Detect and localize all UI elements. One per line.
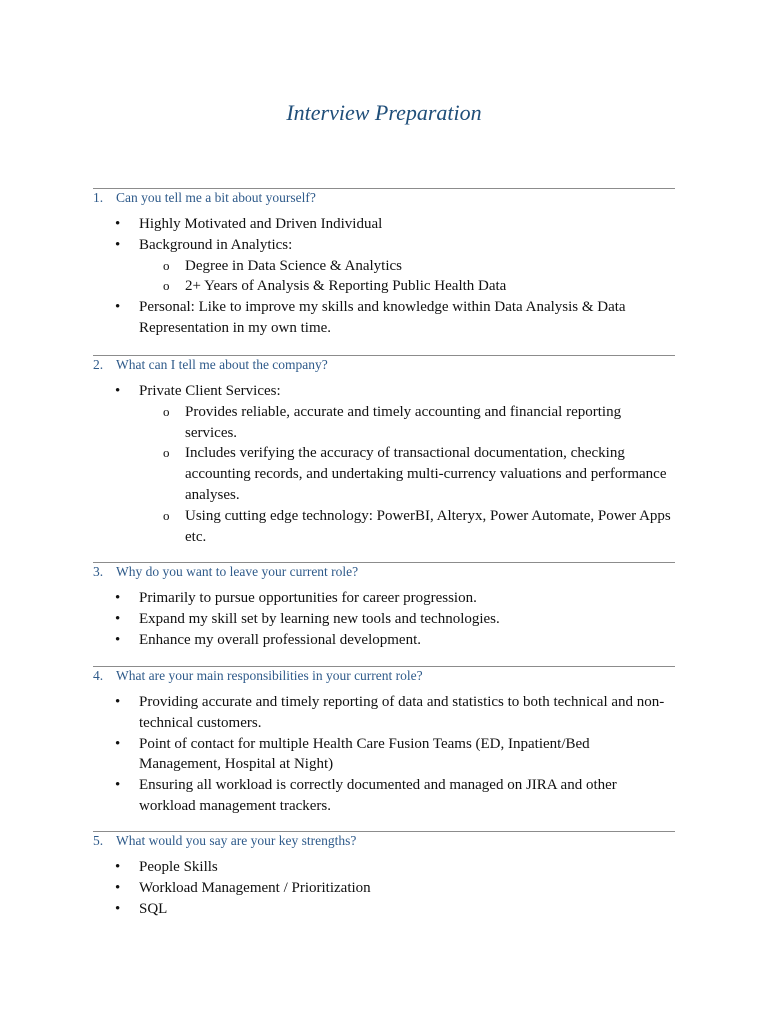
bullet-icon: • <box>115 631 121 648</box>
list-item <box>93 609 675 630</box>
list-item-text: Ensuring all workload is correctly documented and managed on JIRA and other workload management trackers. <box>139 777 617 814</box>
section-3 <box>93 562 675 650</box>
list-item <box>93 214 675 235</box>
bullet-icon: • <box>115 299 121 316</box>
bullet-icon: • <box>115 236 121 253</box>
list-item <box>93 899 675 920</box>
answer-list <box>93 692 675 817</box>
bullet-icon: • <box>115 590 121 606</box>
list-item <box>93 878 675 899</box>
list-item <box>93 692 675 734</box>
list-item <box>93 506 675 548</box>
section-1 <box>93 188 675 339</box>
circle-bullet-icon: o <box>163 507 170 523</box>
list-item <box>93 443 675 505</box>
list-item <box>93 381 675 402</box>
section-5 <box>93 831 675 919</box>
list-item-text: Background in Analytics: <box>139 236 293 253</box>
question-text: Why do you want to leave your current role? <box>116 564 359 579</box>
list-item-text: Expand my skill set by learning new tools and technologies. <box>139 610 500 627</box>
bullet-icon: • <box>115 216 121 232</box>
list-item <box>93 630 675 651</box>
list-item-text: Private Client Services: <box>139 383 281 399</box>
list-item-text: People Skills <box>139 859 218 875</box>
list-item <box>93 775 675 817</box>
question-number: 2. <box>93 357 104 372</box>
list-item <box>93 734 675 776</box>
question-text: What would you say are your key strengths? <box>116 833 357 848</box>
answer-list <box>93 214 675 339</box>
list-item-text: Enhance my overall professional development. <box>139 631 421 648</box>
question-heading <box>93 356 675 374</box>
section-2 <box>93 355 675 547</box>
question-heading <box>93 667 675 685</box>
list-item-text: Primarily to pursue opportunities for career progression. <box>139 590 477 606</box>
question-heading <box>93 832 675 850</box>
list-item-text: Personal: Like to improve my skills and knowledge within Data Analysis & Data Representation in my own time. <box>139 299 626 336</box>
question-text: What are your main responsibilities in your current role? <box>116 668 423 683</box>
bullet-icon: • <box>115 900 121 917</box>
list-item-text: Provides reliable, accurate and timely accounting and financial reporting services. <box>185 403 622 441</box>
list-item-text: Highly Motivated and Driven Individual <box>139 216 383 232</box>
circle-bullet-icon: o <box>163 257 170 273</box>
question-heading <box>93 563 675 581</box>
page-title: Interview Preparation <box>286 100 482 125</box>
bullet-icon: • <box>115 610 121 627</box>
list-item <box>93 402 675 444</box>
list-item-text: SQL <box>139 900 168 917</box>
list-item-text: Providing accurate and timely reporting of data and statistics to both technical and non-technical customers. <box>139 694 665 731</box>
question-number: 1. <box>93 190 104 205</box>
question-text: Can you tell me a bit about yourself? <box>116 190 316 205</box>
list-item-text: 2+ Years of Analysis & Reporting Public Health Data <box>185 278 507 295</box>
list-item <box>93 235 675 256</box>
question-number: 5. <box>93 833 104 848</box>
list-item <box>93 297 675 339</box>
circle-bullet-icon: o <box>163 445 170 461</box>
circle-bullet-icon: o <box>163 403 170 419</box>
bullet-icon: • <box>115 694 121 710</box>
bullet-icon: • <box>115 777 121 794</box>
list-item-text: Workload Management / Prioritization <box>139 879 371 896</box>
question-number: 4. <box>93 668 104 683</box>
list-item-text: Includes verifying the accuracy of transactional documentation, checking accounting records, and undertaking multi-currency valuations and performance analyses. <box>185 445 667 503</box>
list-item <box>93 588 675 609</box>
list-item-text: Using cutting edge technology: PowerBI, Alteryx, Power Automate, Power Apps etc. <box>185 507 671 545</box>
circle-bullet-icon: o <box>163 278 170 294</box>
bullet-icon: • <box>115 383 121 399</box>
answer-list <box>93 381 675 547</box>
answer-list <box>93 857 675 919</box>
bullet-icon: • <box>115 879 121 896</box>
question-heading <box>93 189 675 207</box>
question-text: What can I tell me about the company? <box>116 357 328 372</box>
list-item-text: Degree in Data Science & Analytics <box>185 257 403 274</box>
answer-list <box>93 588 675 650</box>
list-item <box>93 256 675 277</box>
question-number: 3. <box>93 564 104 579</box>
bullet-icon: • <box>115 735 121 752</box>
bullet-icon: • <box>115 859 121 875</box>
list-item-text: Point of contact for multiple Health Care Fusion Teams (ED, Inpatient/Bed Management, Hospital at Night) <box>139 735 590 773</box>
section-4 <box>93 666 675 817</box>
list-item <box>93 857 675 878</box>
list-item <box>93 276 675 297</box>
